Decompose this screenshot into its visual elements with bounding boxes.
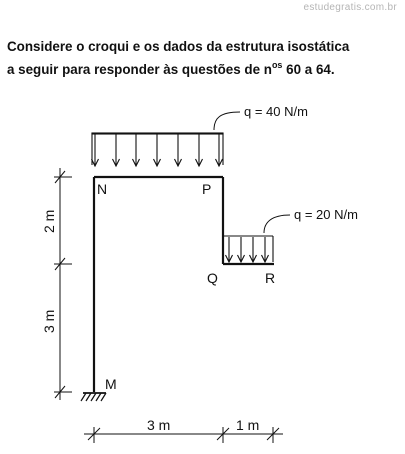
- fixed-support: [81, 393, 106, 401]
- distributed-load-40: [92, 133, 224, 166]
- watermark: estudegratis.com.br: [303, 2, 397, 13]
- node-n-label: N: [97, 181, 108, 197]
- load-40-leader: [214, 112, 240, 130]
- load-20-label: q = 20 N/m: [294, 207, 358, 222]
- statement-superscript: os: [271, 60, 283, 70]
- statement-line-1: Considere o croqui e os dados da estrutura isostática: [7, 39, 350, 54]
- node-m-label: M: [105, 376, 117, 392]
- dimension-3m-vertical: 3 m: [41, 309, 57, 333]
- node-q-label: Q: [207, 270, 218, 286]
- vertical-dimension: [54, 168, 72, 400]
- load-40-label: q = 40 N/m: [244, 104, 308, 119]
- statement-line-2-text: a seguir para responder às questões de n: [7, 62, 272, 77]
- node-p-label: P: [202, 181, 212, 197]
- frame: [94, 177, 274, 392]
- node-r-label: R: [265, 270, 276, 286]
- dimension-3m-horizontal: 3 m: [147, 417, 171, 433]
- statement-line-2-end: 60 a 64.: [282, 62, 335, 77]
- distributed-load-20: [224, 236, 273, 262]
- load-20-leader: [264, 215, 290, 233]
- dimension-1m: 1 m: [236, 417, 260, 433]
- dimension-2m: 2 m: [41, 209, 57, 233]
